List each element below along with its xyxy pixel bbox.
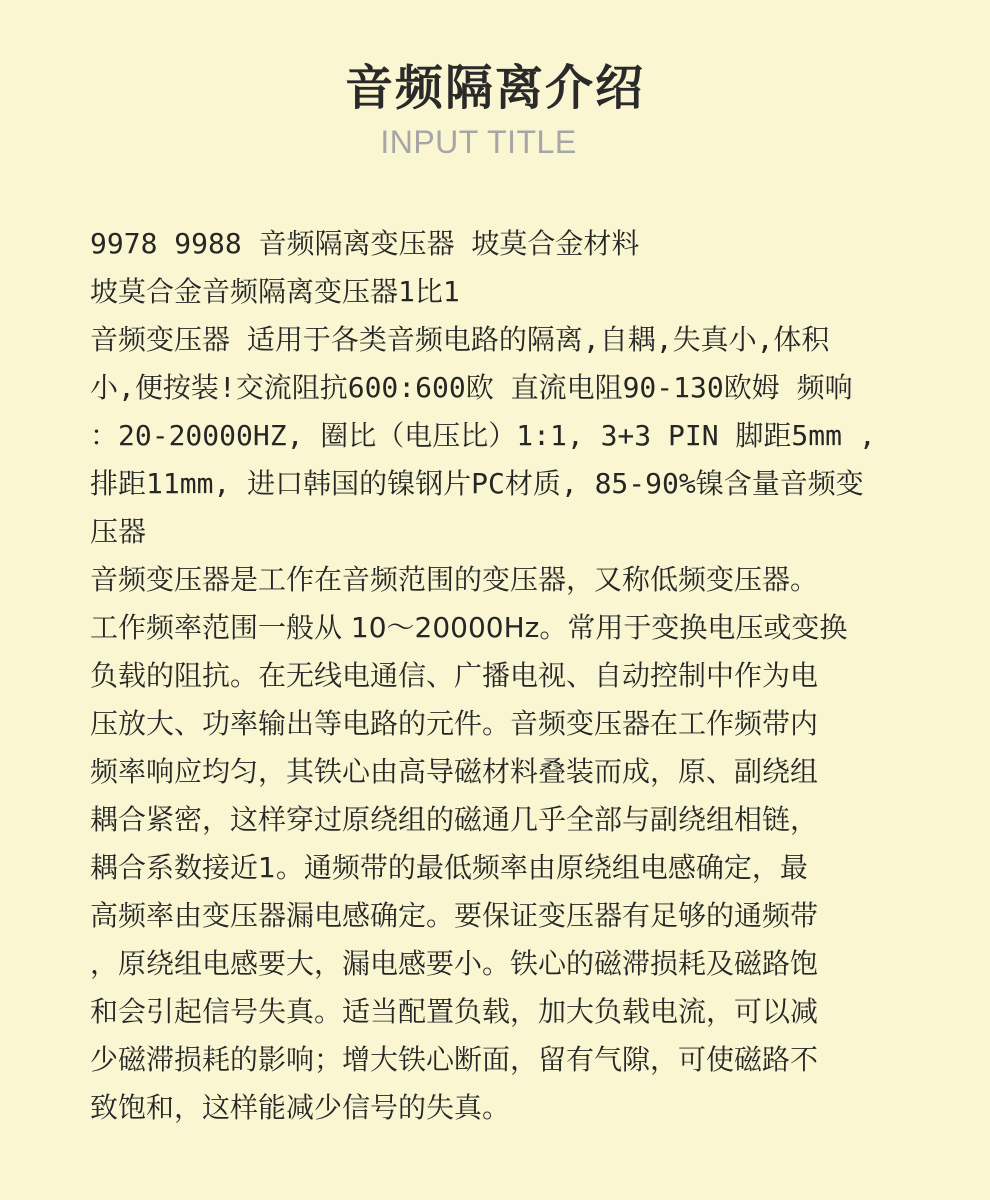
text-line: 音频变压器是工作在音频范围的变压器，又称低频变压器。: [90, 563, 819, 596]
text-line: 频率响应均匀，其铁心由高导磁材料叠装而成，原、副绕组: [90, 755, 819, 788]
text-line: 压器: [90, 515, 147, 548]
text-line: 负载的阻抗。在无线电通信、广播电视、自动控制中作为电: [90, 659, 819, 692]
text-line: 小,便按装!交流阻抗600:600欧 直流电阻90-130欧姆 频响: [90, 371, 853, 404]
text-line: ：20-20000HZ, 圈比（电压比）1:1, 3+3 PIN 脚距5mm ,: [90, 419, 876, 452]
text-line: 排距11mm, 进口韩国的镍钢片PC材质, 85-90%镍含量音频变: [90, 467, 864, 500]
page-subtitle: INPUT TITLE: [380, 124, 577, 160]
text-line: 高频率由变压器漏电感确定。要保证变压器有足够的通频带: [90, 899, 819, 932]
text-line: 耦合系数接近1。通频带的最低频率由原绕组电感确定，最: [90, 851, 808, 884]
text-line: 致饱和，这样能减少信号的失真。: [90, 1091, 511, 1124]
description-text: [90, 220, 920, 1132]
text-line: 音频变压器 适用于各类音频电路的隔离,自耦,失真小,体积: [90, 323, 830, 356]
text-line: 和会引起信号失真。适当配置负载，加大负载电流，可以减: [90, 995, 819, 1028]
text-line: 9978 9988 音频隔离变压器 坡莫合金材料: [90, 227, 640, 260]
text-line: 工作频率范围一般从 10～20000Hz。常用于变换电压或变换: [90, 611, 848, 644]
text-line: 耦合紧密，这样穿过原绕组的磁通几乎全部与副绕组相链，: [90, 803, 819, 836]
text-line: 坡莫合金音频隔离变压器1比1: [90, 275, 460, 308]
text-line: ，原绕组电感要大，漏电感要小。铁心的磁滞损耗及磁路饱: [90, 947, 819, 980]
page-title: 音频隔离介绍: [344, 60, 645, 116]
text-line: 少磁滞损耗的影响；增大铁心断面，留有气隙，可使磁路不: [90, 1043, 819, 1076]
text-line: 压放大、功率输出等电路的元件。音频变压器在工作频带内: [90, 707, 819, 740]
